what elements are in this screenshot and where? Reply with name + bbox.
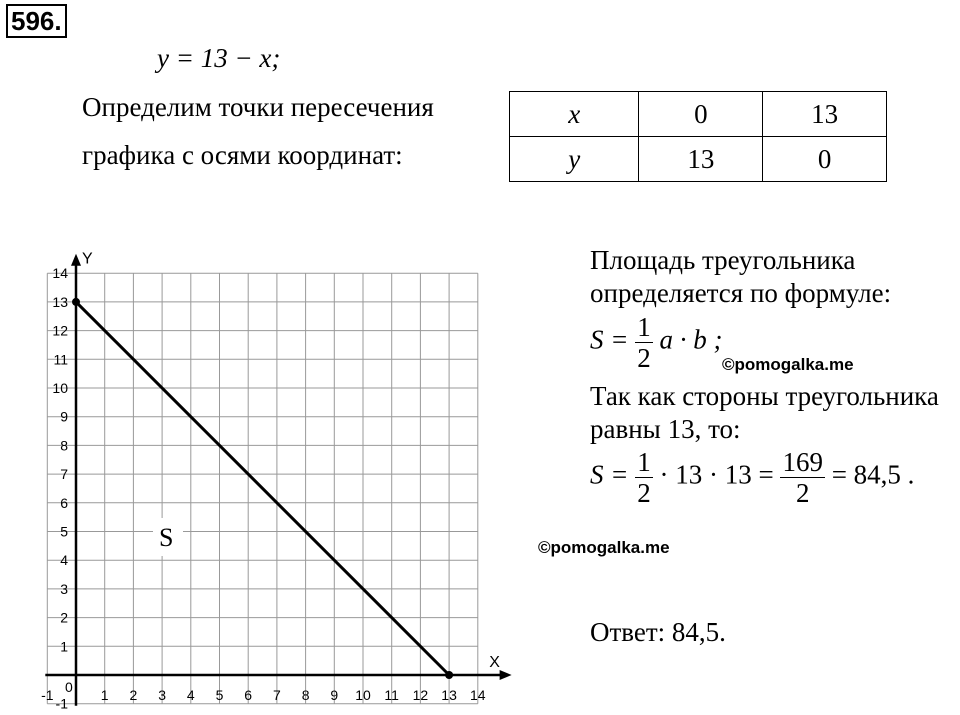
table-row-y — [510, 137, 887, 182]
calculation-formula — [590, 447, 914, 508]
watermark: ©pomogalka.me — [722, 355, 854, 374]
x-tick-label: 9 — [330, 687, 339, 703]
formula-rhs: = 84,5 . — [831, 459, 915, 490]
x-tick-label: 2 — [129, 687, 138, 703]
x-tick-label: 7 — [273, 687, 281, 703]
table-cell: 13 — [763, 92, 887, 137]
solution-text-1: Площадь треугольника — [590, 245, 856, 275]
y-tick-label: 2 — [60, 609, 68, 626]
y-tick-label: 4 — [60, 552, 68, 569]
y-tick-label: 8 — [60, 437, 68, 454]
intercept-point — [445, 671, 453, 679]
region-label: S — [159, 523, 174, 552]
x-tick-label: 5 — [215, 687, 224, 703]
y-tick-label: 9 — [60, 408, 68, 425]
formula-middle: · 13 · 13 = — [659, 459, 774, 490]
y-tick-label: 7 — [60, 466, 68, 483]
table-cell: x — [510, 92, 639, 137]
x-tick-label: 0 — [65, 679, 73, 695]
x-tick-label: 8 — [301, 687, 310, 703]
x-tick-label: 14 — [470, 687, 486, 703]
x-tick-label: -1 — [41, 687, 54, 703]
x-tick-label: 11 — [384, 687, 399, 703]
formula-lhs: S = — [590, 459, 629, 490]
x-tick-label: 3 — [158, 687, 166, 703]
table-cell: 0 — [639, 92, 763, 137]
fraction — [635, 447, 653, 508]
fraction-numerator: 1 — [637, 312, 651, 342]
y-tick-label: 12 — [52, 322, 68, 339]
x-tick-label: 12 — [412, 687, 429, 703]
x-axis-arrow — [500, 670, 512, 680]
y-tick-label: 14 — [52, 265, 68, 282]
y-axis-arrow — [71, 254, 81, 266]
fraction-numerator: 1 — [637, 447, 651, 477]
x-tick-label: 6 — [244, 687, 253, 703]
x-tick-label: 1 — [100, 687, 109, 703]
y-tick-label: 5 — [60, 523, 68, 540]
y-tick-label: 1 — [60, 638, 68, 655]
equation: y = 13 − x; — [157, 43, 281, 73]
formula-lhs: S = — [590, 324, 629, 355]
fraction — [780, 447, 825, 508]
y-tick-label: 11 — [53, 351, 68, 368]
y-tick-label: 3 — [60, 580, 68, 597]
problem-number: 596. — [6, 4, 67, 38]
watermark: ©pomogalka.me — [538, 538, 670, 557]
y-axis-label: Y — [82, 250, 93, 268]
answer: Ответ: 84,5. — [590, 617, 726, 647]
x-tick-label: 10 — [355, 687, 371, 703]
fraction — [635, 312, 653, 373]
y-tick-label: 13 — [52, 293, 68, 310]
solution-text-2: определяется по формуле: — [590, 278, 892, 308]
x-tick-label: 13 — [441, 687, 457, 703]
x-axis-label: X — [489, 654, 500, 671]
axes — [45, 251, 511, 706]
table-cell: 13 — [639, 137, 763, 182]
fraction-denominator: 2 — [637, 478, 651, 508]
intro-line-2: графика с осями координат: — [82, 140, 403, 170]
graph-line — [76, 302, 449, 675]
y-tick-label: -1 — [55, 695, 68, 712]
intro-line-1: Определим точки пересечения — [82, 92, 434, 122]
intercept-point — [72, 298, 80, 306]
plotted-line — [72, 298, 453, 679]
y-tick-label: 6 — [60, 494, 68, 511]
table-cell: 0 — [763, 137, 887, 182]
area-formula — [590, 312, 722, 373]
solution-text-4: равны 13, то: — [590, 414, 741, 444]
solution-text-3: Так как стороны треугольника — [590, 381, 939, 411]
formula-rhs: a · b ; — [659, 324, 723, 355]
fraction-numerator: 169 — [782, 447, 823, 477]
fraction-denominator: 2 — [795, 478, 810, 508]
table-cell: y — [510, 137, 639, 182]
value-table — [509, 91, 887, 182]
x-tick-label: 4 — [186, 687, 195, 703]
fraction-denominator: 2 — [637, 343, 651, 373]
y-tick-label: 10 — [52, 380, 68, 396]
table-row-x — [510, 92, 887, 137]
